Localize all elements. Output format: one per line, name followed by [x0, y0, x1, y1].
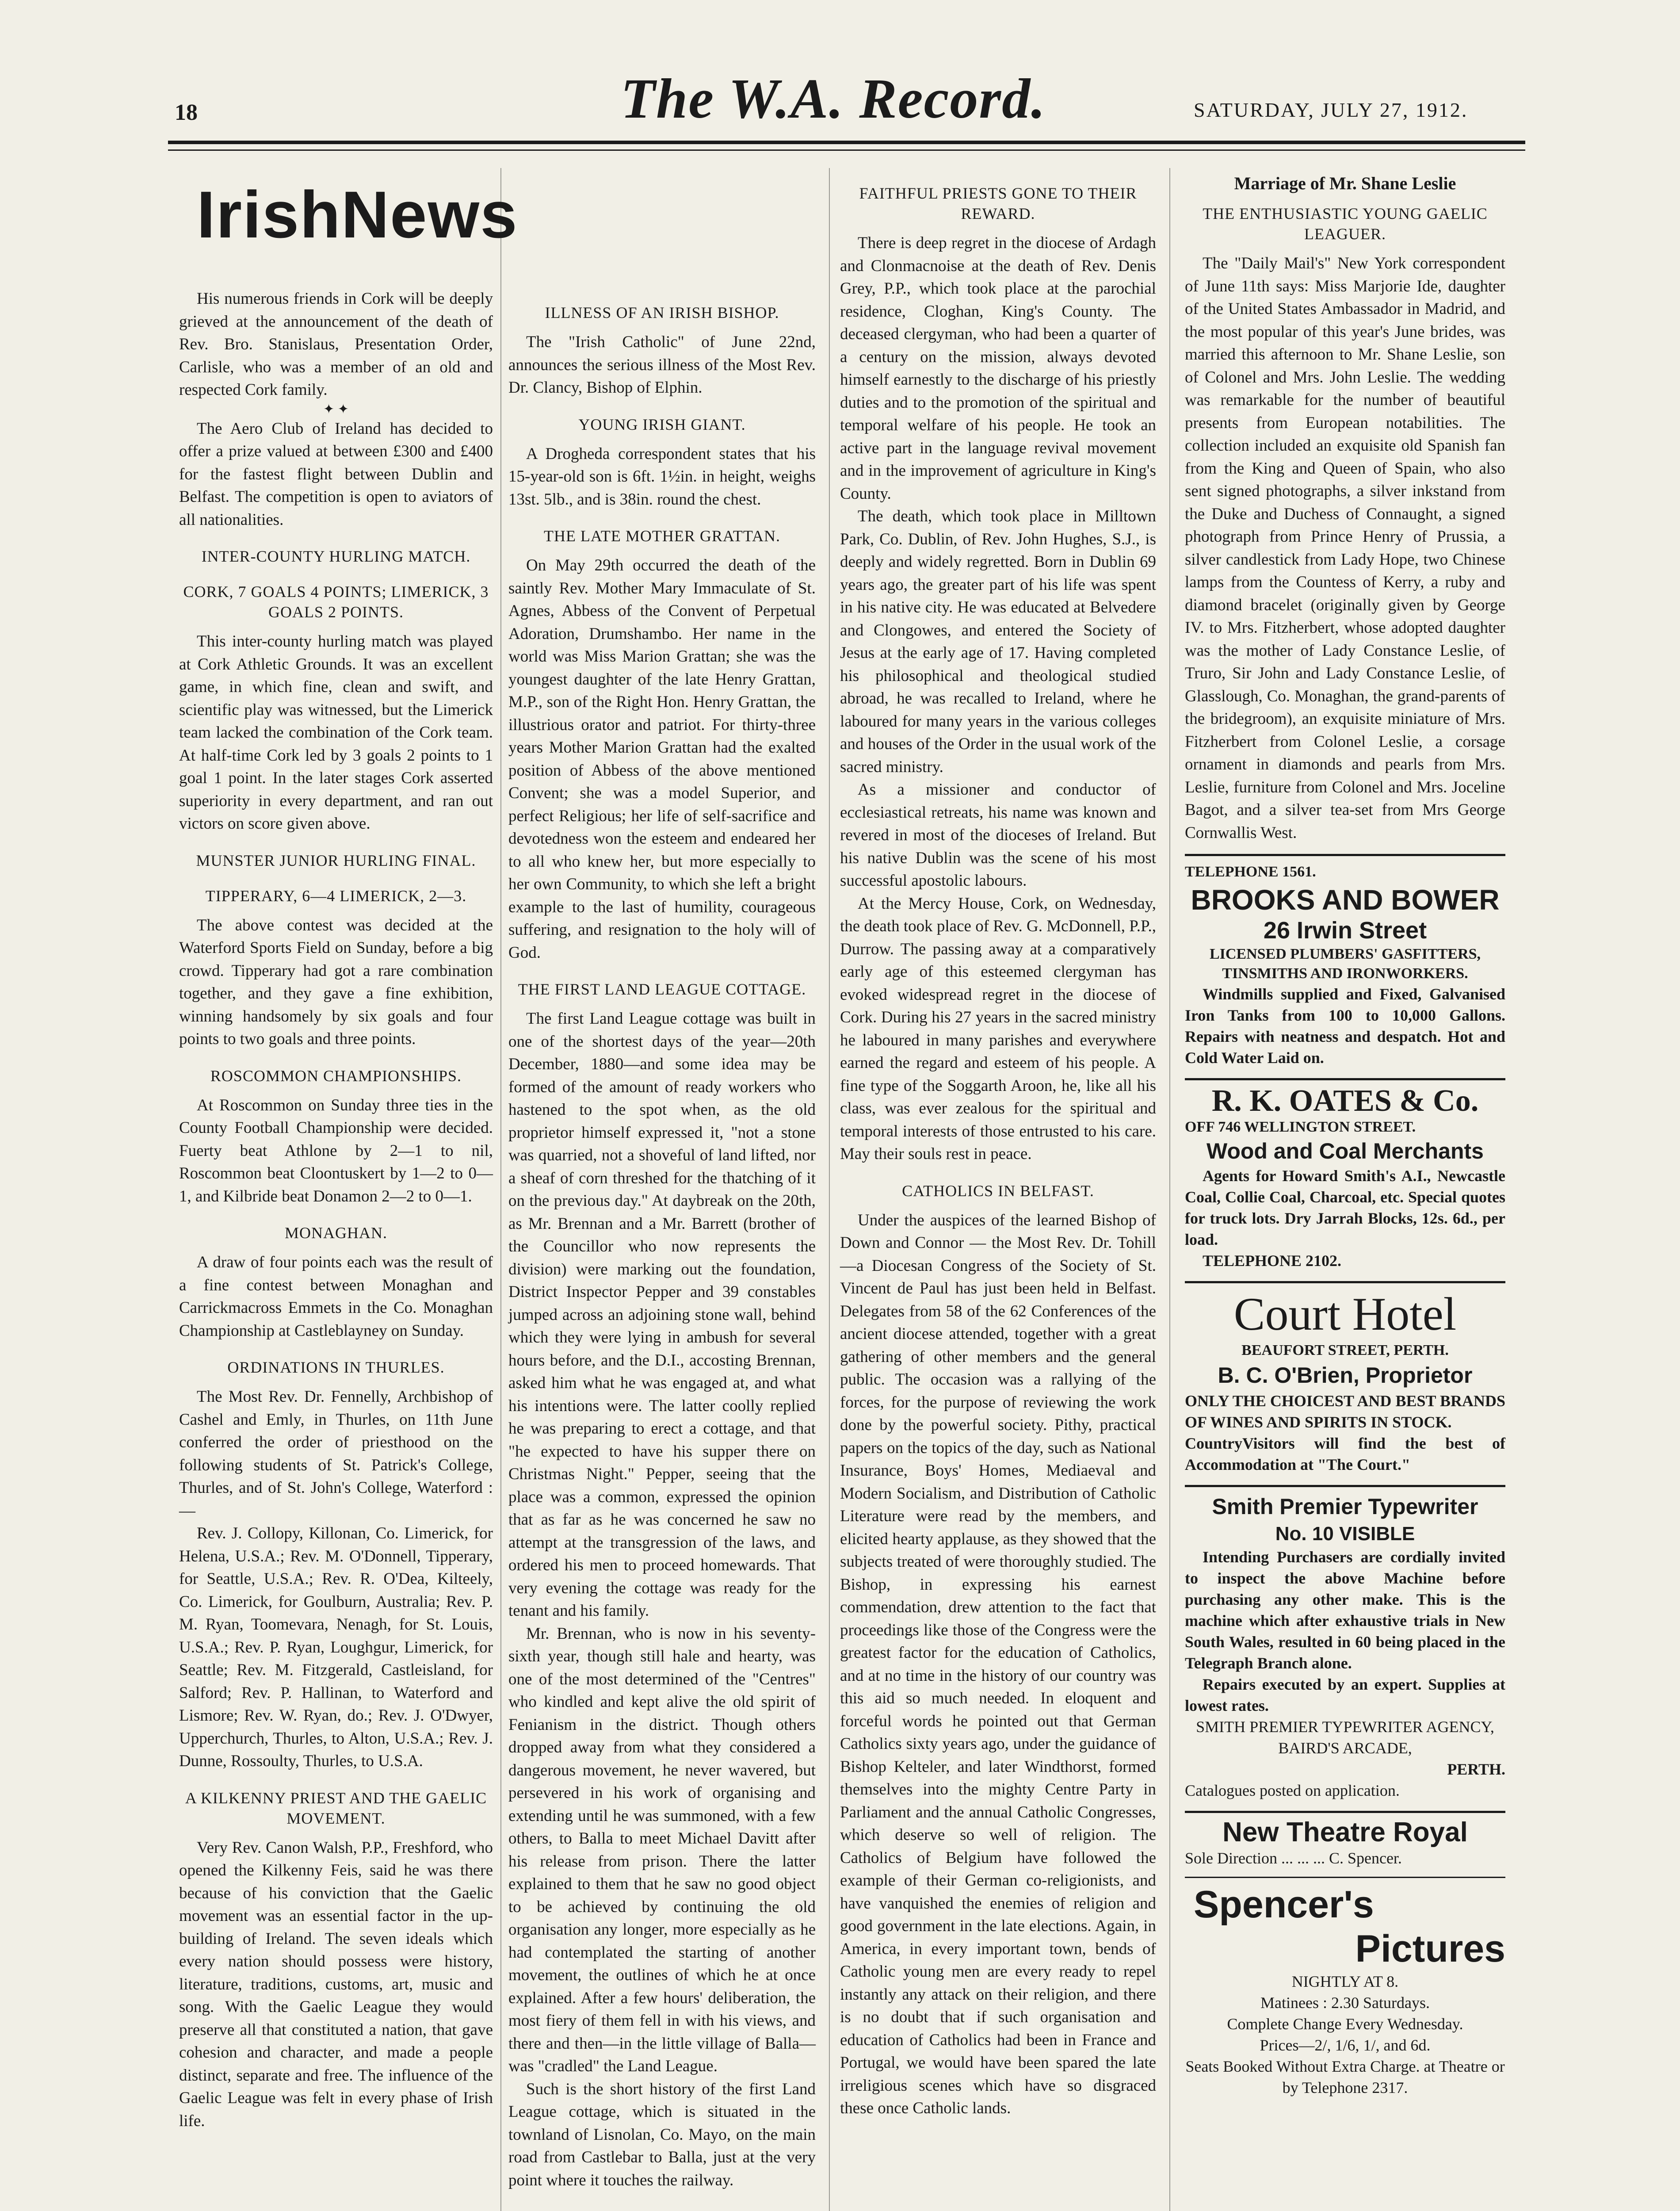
advert-address: OFF 746 WELLINGTON STREET.	[1185, 1118, 1416, 1135]
advert-rule	[1185, 1811, 1505, 1813]
advert-proprietor: B. C. O'Brien, Proprietor	[1218, 1362, 1473, 1388]
masthead-rule	[168, 141, 1525, 144]
article-heading: CATHOLICS IN BELFAST.	[902, 1182, 1094, 1200]
masthead-rule-thin	[168, 149, 1525, 151]
advert-name: Court Hotel	[1233, 1288, 1457, 1340]
advert-telephone: TELEPHONE 1561.	[1185, 864, 1316, 880]
article-heading: INTER-COUNTY HURLING MATCH.	[201, 547, 471, 565]
article-paragraph: Under the auspices of the learned Bishop of Down and Connor — the Most Rev. Dr. Tohill—a Diocesan Congress of the Society of St. Vincent de Paul has just been held in Belfast. Delegates from 58 of the 62 Conferences of the ancient diocese attended, together with a great gathering of other members and the general public. The occasion was a rallying of the forces, for the purpose of reviewing the work done by the powerful society. Pithy, practical papers on the topics of the day, such as National Insurance, Boys' Homes, Mediaeval and Modern Socialism, and Distribution of Catholic Literature were read by the members, and elicited hearty applause, as they showed that the subjects treated of were thoroughly studied. The Bishop, in expressing his earnest commendation, drew attention to the fact that proceedings like those of the Congress were the greatest factor for the education of Catholics, and at no time in the history of our country was this aid so much needed. In eloquent and forceful words he pointed out that German Catholics sixty years ago, under the guidance of Bishop Kelteler, and later Windthorst, formed themselves into the mighty Centre Party in Parliament and the annual Catholic Congresses, which deserve so well of religion. The Catholics of Belgium have followed the example of their German co-religionists, and have vanquished the enemies of religion and good government in the late elections. Again, in America, in every important town, bends of Catholic young men are every ready to repel instantly any attack on their religion, and there is no doubt that if such organisation and education of Catholics had been in France and Portugal, we would have been spared the late irreligious scenes which have so disgraced these once Catholic lands.	[840, 1211, 1156, 2117]
article-subheading: TIPPERARY, 6—4 LIMERICK, 2—3.	[205, 887, 467, 905]
article-heading: A KILKENNY PRIEST AND THE GAELIC MOVEMENT.	[185, 1789, 487, 1827]
advert-smith-premier	[1185, 1485, 1505, 1801]
masthead-title: The W.A. Record.	[620, 67, 1046, 130]
advert-trade: Wood and Coal Merchants	[1207, 1138, 1484, 1163]
article-heading: ILLNESS OF AN IRISH BISHOP.	[545, 304, 779, 321]
column-top-space	[508, 168, 816, 287]
advert-agency: SMITH PREMIER TYPEWRITER AGENCY,	[1196, 1718, 1494, 1736]
article-heading: MUNSTER JUNIOR HURLING FINAL.	[196, 851, 476, 869]
advert-visitors: CountryVisitors will find the best of Accommodation at "The Court."	[1185, 1434, 1505, 1473]
column-1	[179, 168, 518, 2211]
advert-rule	[1185, 1078, 1505, 1080]
column-divider	[500, 168, 501, 2211]
column-divider	[829, 168, 830, 2211]
advert-brooks-bower	[1185, 854, 1505, 1068]
advert-rule	[1185, 1485, 1505, 1487]
article-paragraph: Very Rev. Canon Walsh, P.P., Freshford, who opened the Kilkenny Feis, said he was there because of his conviction that the Gaelic movement was an essential factor in the up-building of Ireland. The seven ideals which every nation should possess were history, literature, traditions, customs, art, music and song. With the Gaelic League they would preserve all that constituted a nation, that gave cohesion and character, and made a people distinct, separate and free. The influence of the Gaelic League was felt in every phase of Irish life.	[179, 1838, 493, 2130]
advert-telephone: TELEPHONE 2102.	[1203, 1251, 1342, 1270]
advert-theatre-royal	[1185, 1811, 1505, 2098]
section-title-left: Irish	[197, 177, 341, 252]
advert-name: New Theatre Royal	[1222, 1817, 1468, 1848]
article-paragraph: The first Land League cottage was built in one of the shortest days of the year—20th December, 1880—and some idea may be formed of the amount of ready workers who hastened to the spot when, as the old proprietor himself expressed it, "not a stone was quarried, not a shoveful of land lifted, nor a sheaf of corn threshed for the thatching of it on the previous day." At daybreak on the 20th, as Mr. Brennan and a Mr. Barrett (brother of the Councillor who now represents the division) were marking out the foundation, District Inspector Pepper and 39 constables jumped across an adjoining stone wall, behind which they were lying in ambush for several hours before, and the D.I., accosting Brennan, asked him what he was engaged at, and what his intentions were. The latter coolly replied he was preparing to erect a cottage, and that "he expected to have his supper there on Christmas Night." Pepper, seeing that the place was a common, expressed the opinion that as far as he was concerned he saw no attempt at the transgression of the laws, and ordered his men to proceed homewards. That very evening the cottage was ready for the tenant and his family.	[508, 1010, 816, 1620]
article-paragraph: Rev. J. Collopy, Killonan, Co. Limerick, for Helena, U.S.A.; Rev. M. O'Donnell, Tipperary, for Seattle, U.S.A.; Rev. R. O'Dea, Kilteely, Co. Limerick, for Goulburn, Australia; Rev. P. M. Ryan, Toomevara, Nenagh, for St. Louis, U.S.A.; Rev. P. Ryan, Loughgur, Limerick, for Seattle; Rev. M. Fitzgerald, Castleisland, for Salford; Rev. P. Hallinan, to Waterford and Lismore; Rev. W. Ryan, do.; Rev. J. O'Dwyer, Upperchurch, Thurles, to Alton, U.S.A.; Rev. J. Dunne, Rossoulty, Thurles, to U.S.A.	[179, 1524, 493, 1770]
article-subheading: THE ENTHUSIASTIC YOUNG GAELIC LEAGUER.	[1203, 205, 1488, 243]
advert-text: ONLY THE CHOICEST AND BEST BRANDS OF WINES AND SPIRITS IN STOCK.	[1185, 1392, 1505, 1431]
article-subheading: CORK, 7 GOALS 4 POINTS; LIMERICK, 3 GOALS 2 POINTS.	[183, 583, 489, 621]
article-heading: ORDINATIONS IN THURLES.	[227, 1358, 445, 1376]
article-paragraph: A Drogheda correspondent states that his 15-year-old son is 6ft. 1½in. in height, weighs 13st. 5lb., and is 38in. round the chest.	[508, 444, 816, 509]
article-paragraph: As a missioner and conductor of ecclesiastical retreats, his name was known and revered in most of the dioceses of Ireland. But his native Dublin was the scene of his most successful apostolic labours.	[840, 780, 1156, 890]
article-heading: THE FIRST LAND LEAGUE COTTAGE.	[518, 980, 806, 998]
article-paragraph: The "Irish Catholic" of June 22nd, announces the serious illness of the Most Rev. Dr. Clancy, Bishop of Elphin.	[508, 333, 816, 397]
article-paragraph: At the Mercy House, Cork, on Wednesday, the death took place of Rev. G. McDonnell, P.P., Durrow. The passing away at a comparatively early age of this esteemed clergyman has evoked widespread regret in the diocese of Cork. During his 27 years in the sacred ministry he laboured in many parishes and everywhere earned the regard and esteem of his people. A fine type of the Soggarth Aroon, he, like all his class, was ever zealous for the spiritual and temporal interests of those entrusted to his care. May their souls rest in peace.	[840, 894, 1156, 1163]
article-paragraph: His numerous friends in Cork will be deeply grieved at the announcement of the death of Rev. Bro. Stanislaus, Presentation Order, Carlisle, who was a member of an old and respected Cork family.	[179, 290, 493, 399]
advert-prices: Prices—2/, 1/6, 1/, and 6d.	[1260, 2036, 1431, 2054]
advert-text: Windmills supplied and Fixed, Galvanised Iron Tanks from 100 to 10,000 Gallons. Repairs with neatness and despatch. Hot and Cold Water Laid on.	[1185, 985, 1505, 1067]
article-heading: ROSCOMMON CHAMPIONSHIPS.	[210, 1067, 462, 1085]
advert-nightly: NIGHTLY AT 8.	[1291, 1972, 1399, 1990]
advert-rule	[1185, 1877, 1505, 1878]
advert-name: Smith Premier Typewriter	[1212, 1494, 1478, 1519]
article-paragraph: The "Daily Mail's" New York correspondent of June 11th says: Miss Marjorie Ide, daughter of the United States Ambassador in Madrid, and the most popular of this year's June brides, was married this afternoon to Mr. Shane Leslie, son of Colonel and Mrs. John Leslie. The wedding was remarkable for the number of beautiful presents from European notabilities. The collection included an exquisite old Spanish fan from the King and Queen of Spain, who also sent signed photographs, a silver inkstand from the Duke and Duchess of Connaught, a signed photograph from Prince Henry of Prussia, a silver candlestick from Lady Hope, two Chinese lamps from the Countess of Kerry, a ruby and diamond bracelet (originally given by George IV. to Mrs. Fitzherbert, whose adopted daughter was the mother of Lady Constance Leslie, of Truro, Sir John and Lady Constance Leslie, of Glasslough, Co. Monaghan, the grand-parents of the bridegroom), an exquisite miniature of Mrs. Fitzherbert from Colonel Leslie, a corsage ornament in diamonds and pearls from Mrs. Leslie, furniture from Colonel and Mrs. Joceline Bagot, and a silver tea-set from Mrs George Cornwallis West.	[1185, 254, 1505, 842]
article-heading: THE LATE MOTHER GRATTAN.	[543, 527, 781, 545]
article-heading: MONAGHAN.	[285, 1224, 387, 1242]
advert-rule	[1185, 1281, 1505, 1283]
separator-stars: ✦ ✦	[323, 402, 349, 417]
article-heading: FAITHFUL PRIESTS GONE TO THEIR REWARD.	[859, 184, 1137, 222]
advert-matinees: Matinees : 2.30 Saturdays.	[1260, 1993, 1430, 2012]
issue-date: SATURDAY, JULY 27, 1912.	[1194, 99, 1468, 121]
advert-model: No. 10 VISIBLE	[1275, 1522, 1415, 1545]
advert-city: PERTH.	[1447, 1760, 1505, 1778]
advert-repairs: Repairs executed by an expert. Supplies at lowest rates.	[1185, 1675, 1505, 1714]
column-2	[508, 168, 816, 2211]
article-paragraph: The death, which took place in Milltown Park, Co. Dublin, of Rev. John Hughes, S.J., is deeply and widely regretted. Born in Dublin 69 years ago, the greater part of his life was spent in his native city. He was educated at Belvedere and Clongowes, and entered the Society of Jesus at the early age of 17. Having completed his philosophical and theological studied abroad, he was recalled to Ireland, where he laboured for many years in the various colleges and houses of the Order in the usual work of the sacred ministry.	[840, 507, 1156, 776]
page-number: 18	[175, 100, 198, 125]
article-paragraph: The Aero Club of Ireland has decided to offer a prize valued at between £300 and £400 for the fastest flight between Dublin and Belfast. The competition is open to aviators of all nationalities.	[179, 419, 493, 529]
advert-oates	[1185, 1078, 1505, 1271]
article-paragraph: On May 29th occurred the death of the saintly Rev. Mother Mary Immaculate of St. Agnes, Abbess of the Convent of Perpetual Adoration, Drumshambo. Her name in the world was Miss Marion Grattan; she was the youngest daughter of the late Henry Grattan, M.P., son of the Right Hon. Henry Grattan, the illustrious orator and patriot. For thirty-three years Mother Marion Grattan had the exalted position of Abbess of the above mentioned Convent; she was a model Superior, and perfect Religious; her life of self-sacrifice and devotedness won the esteem and endeared her to all who knew her, but more especially to her own Community, to which she left a bright example to the last of humility, courageous suffering, and resignation to the holy will of God.	[508, 556, 816, 962]
section-title	[197, 177, 518, 252]
advert-catalogues: Catalogues posted on application.	[1185, 1781, 1400, 1799]
article-heading: YOUNG IRISH GIANT.	[578, 415, 746, 433]
advert-trades: LICENSED PLUMBERS' GASFITTERS, TINSMITHS AND IRONWORKERS.	[1209, 945, 1481, 982]
article-paragraph: The above contest was decided at the Waterford Sports Field on Sunday, before a big crowd. Tipperary had got a rare combination together, and they gave a fine exhibition, winning handsomely by six goals and four points to two goals and three points.	[179, 916, 493, 1048]
article-paragraph: The Most Rev. Dr. Fennelly, Archbishop of Cashel and Emly, in Thurles, on 11th June conferred the order of priesthood on the following students of St. Patrick's College, Thurles, and of St. John's College, Waterford :—	[179, 1388, 493, 1520]
advert-court-hotel	[1185, 1281, 1505, 1475]
article-paragraph: At Roscommon on Sunday three ties in the County Football Championship were decided. Fuerty beat Athlone by 2—1 to nil, Roscommon beat Cloontuskert by 1—2 to 0—1, and Kilbride beat Donamon 2—2 to 0—1.	[179, 1096, 493, 1205]
column-divider	[1169, 168, 1170, 2211]
article-paragraph: Mr. Brennan, who is now in his seventy-sixth year, though still hale and hearty, was one of the most determined of the "Centres" who kindled and kept alive the old spirit of Fenianism in the district. Though others dropped away from what they considered a dangerous movement, he never wavered, but persevered in his work of organising and extending until he was summoned, with a few others, to Balla to meet Michael Davitt after his release from prison. There the latter explained to them that he saw no good object to be achieved by continuing the old organisation any longer, more especially as he had contemplated the starting of another movement, the outlines of which he at once explained. After a few hours' deliberation, the most fiery of them fell in with his views, and there and then—in the little village of Balla—was "cradled" the Land League.	[508, 1624, 816, 2075]
section-title-right: News	[341, 177, 518, 252]
article-heading: Marriage of Mr. Shane Leslie	[1234, 173, 1456, 193]
advert-text: Agents for Howard Smith's A.I., Newcastle Coal, Collie Coal, Charcoal, etc. Special quotes for truck lots. Dry Jarrah Blocks, 12s. 6d., per load.	[1185, 1167, 1505, 1248]
advert-address: BEAUFORT STREET, PERTH.	[1241, 1342, 1449, 1358]
advert-change: Complete Change Every Wednesday.	[1227, 2015, 1463, 2033]
advert-rule	[1185, 854, 1505, 856]
advert-booking: Seats Booked Without Extra Charge. at Theatre or by Telephone 2317.	[1185, 2057, 1505, 2096]
advert-name: R. K. OATES & Co.	[1211, 1083, 1479, 1118]
article-paragraph: This inter-county hurling match was played at Cork Athletic Grounds. It was an excellent game, in which fine, clean and swift, and scientific play was witnessed, but the Limerick team lacked the combination of the Cork team. At half-time Cork led by 3 goals 2 points to 1 goal 1 point. In the later stages Cork asserted superiority in every department, and ran out victors on score given above.	[179, 632, 493, 833]
column-3	[840, 168, 1156, 2211]
advert-pictures: Pictures	[1355, 1927, 1505, 1970]
column-4	[1185, 168, 1505, 2211]
advert-text: Intending Purchasers are cordially invited to inspect the above Machine before purchasing any other make. This is the machine which after exhaustive trials in New South Wales, resulted in 60 being placed in the Telegraph Branch alone.	[1185, 1548, 1505, 1672]
advert-name: BROOKS AND BOWER	[1191, 884, 1500, 916]
article-paragraph: A draw of four points each was the result of a fine contest between Monaghan and Carrickmacross Emmets in the Co. Monaghan Championship at Castleblayney on Sunday.	[179, 1253, 493, 1340]
advert-spencers: Spencer's	[1194, 1883, 1374, 1926]
article-paragraph: There is deep regret in the diocese of Ardagh and Clonmacnoise at the death of Rev. Denis Grey, P.P., which took place at the parochial residence, Cloghan, King's County. The deceased clergyman, who had been a quarter of a century on the mission, always devoted himself earnestly to the discharge of his priestly duties and to the promotion of the spiritual and temporal welfare of his people. He took an active part in the language revival movement and in the improvement of agriculture in King's County.	[840, 234, 1156, 503]
advert-street: 26 Irwin Street	[1263, 917, 1427, 944]
advert-direction: Sole Direction ... ... ... C. Spencer.	[1185, 1849, 1402, 1867]
advert-arcade: BAIRD'S ARCADE,	[1278, 1739, 1412, 1757]
article-paragraph: Such is the short history of the first Land League cottage, which is situated in the townland of Lisnolan, Co. Mayo, on the main road from Castlebar to Balla, just at the very point where it touches the railway.	[508, 2080, 816, 2189]
